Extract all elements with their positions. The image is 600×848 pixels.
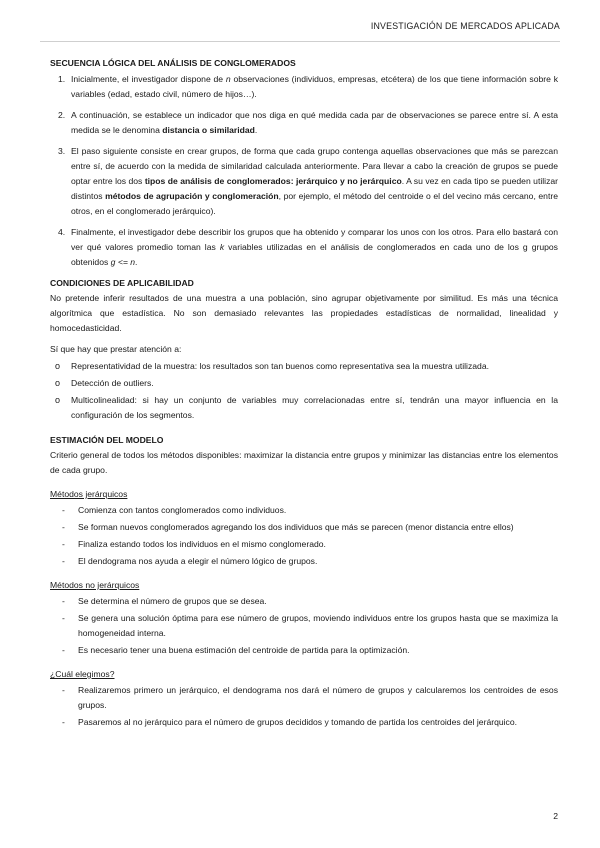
list-item: 3. El paso siguiente consiste en crear grupos, de forma que cada grupo contenga aquellas observaciones que más se parezcan entre sí, de acuerdo con la medida de similaridad calculada anteriormente. Para llevar a cabo la creación de grupos se puede optar entre los dos tipos de análisis de conglomerados: jerárquico y no jerárquico. A su vez en cada tipo se pueden utilizar distintos métodos de agrupación y conglomeración, por ejemplo, el método del centroide o el del vecino más cercano, entre otros, en el conglomerado jerárquico). bbox=[58, 146, 559, 216]
choice-list bbox=[50, 683, 558, 730]
list-item: - Pasaremos al no jerárquico para el número de grupos decididos y tomando de partida los centroides del jerárquico. bbox=[62, 717, 518, 727]
list-item: o Representatividad de la muestra: los resultados son tan buenos como representativa sea la muestra utilizada. bbox=[55, 361, 489, 371]
list-item: 1. Inicialmente, el investigador dispone de n observaciones (individuos, empresas, etcétera) de los que tiene información sobre k variables (edad, estado civil, número de hijos…). bbox=[58, 74, 558, 99]
paragraph: No pretende inferir resultados de una muestra a una población, sino agrupar objetivamente por similitud. Es más una técnica algorítmica que estadística. No son demasiado relevantes las propiedades estadísticas de normalidad, linealidad y homocedasticidad. bbox=[50, 293, 558, 333]
sequence-list bbox=[50, 72, 558, 270]
list-item: - Se genera una solución óptima para ese número de grupos, moviendo individuos entre los grupos hasta que se maximiza la homogeneidad interna. bbox=[62, 613, 558, 638]
list-item: - Se forman nuevos conglomerados agregando los dos individuos que más se parecen (menor distancia entre ellos) bbox=[62, 522, 514, 532]
paragraph: Criterio general de todos los métodos disponibles: maximizar la distancia entre grupos y minimizar las distancias entre los elementos de cada grupo. bbox=[50, 450, 558, 475]
list-item: - Realizaremos primero un jerárquico, el dendograma nos dará el número de grupos y calcularemos los centroides de esos grupos. bbox=[62, 685, 558, 710]
section-heading-condiciones: CONDICIONES DE APLICABILIDAD bbox=[50, 278, 194, 288]
paragraph: Sí que hay que prestar atención a: bbox=[50, 344, 182, 354]
list-item: o Multicolinealidad: si hay un conjunto de variables muy correlacionadas entre sí, tendrán una mayor influencia en la configuración de los segmentos. bbox=[55, 395, 558, 420]
running-header: INVESTIGACIÓN DE MERCADOS APLICADA bbox=[370, 21, 560, 31]
list-item: 4. Finalmente, el investigador debe describir los grupos que ha obtenido y comparar los unos con los otros. Para ello bastará con ver qué valores promedio toman las k variables utilizadas en el análisis de conglomerados en cada uno de los g grupos obtenidos g <= n. bbox=[58, 227, 558, 267]
attention-list bbox=[50, 359, 558, 423]
list-item: o Detección de outliers. bbox=[55, 378, 154, 388]
list-item: 2. A continuación, se establece un indicador que nos diga en qué medida cada par de observaciones se parece entre sí. A esta medida se le denomina distancia o similaridad. bbox=[58, 110, 558, 135]
subheading-jerarquicos: Métodos jerárquicos bbox=[50, 489, 128, 499]
section-heading-estimacion: ESTIMACIÓN DEL MODELO bbox=[50, 435, 164, 445]
list-item: - Comienza con tantos conglomerados como individuos. bbox=[62, 505, 287, 515]
non-hierarchical-list bbox=[50, 594, 558, 658]
hierarchical-list bbox=[50, 503, 558, 569]
subheading-no-jerarquicos: Métodos no jerárquicos bbox=[50, 580, 140, 590]
section-heading-secuencia: SECUENCIA LÓGICA DEL ANÁLISIS DE CONGLOMERADOS bbox=[50, 58, 296, 68]
list-item: - Finaliza estando todos los individuos en el mismo conglomerado. bbox=[62, 539, 326, 549]
page-body bbox=[50, 56, 558, 732]
list-item: - Se determina el número de grupos que se desea. bbox=[62, 596, 267, 606]
list-item: - Es necesario tener una buena estimación del centroide de partida para la optimización. bbox=[62, 645, 410, 655]
header-divider bbox=[40, 41, 560, 42]
subheading-cual-elegimos: ¿Cuál elegimos? bbox=[50, 669, 115, 679]
page-number: 2 bbox=[553, 811, 558, 821]
list-item: - El dendograma nos ayuda a elegir el número lógico de grupos. bbox=[62, 556, 318, 566]
